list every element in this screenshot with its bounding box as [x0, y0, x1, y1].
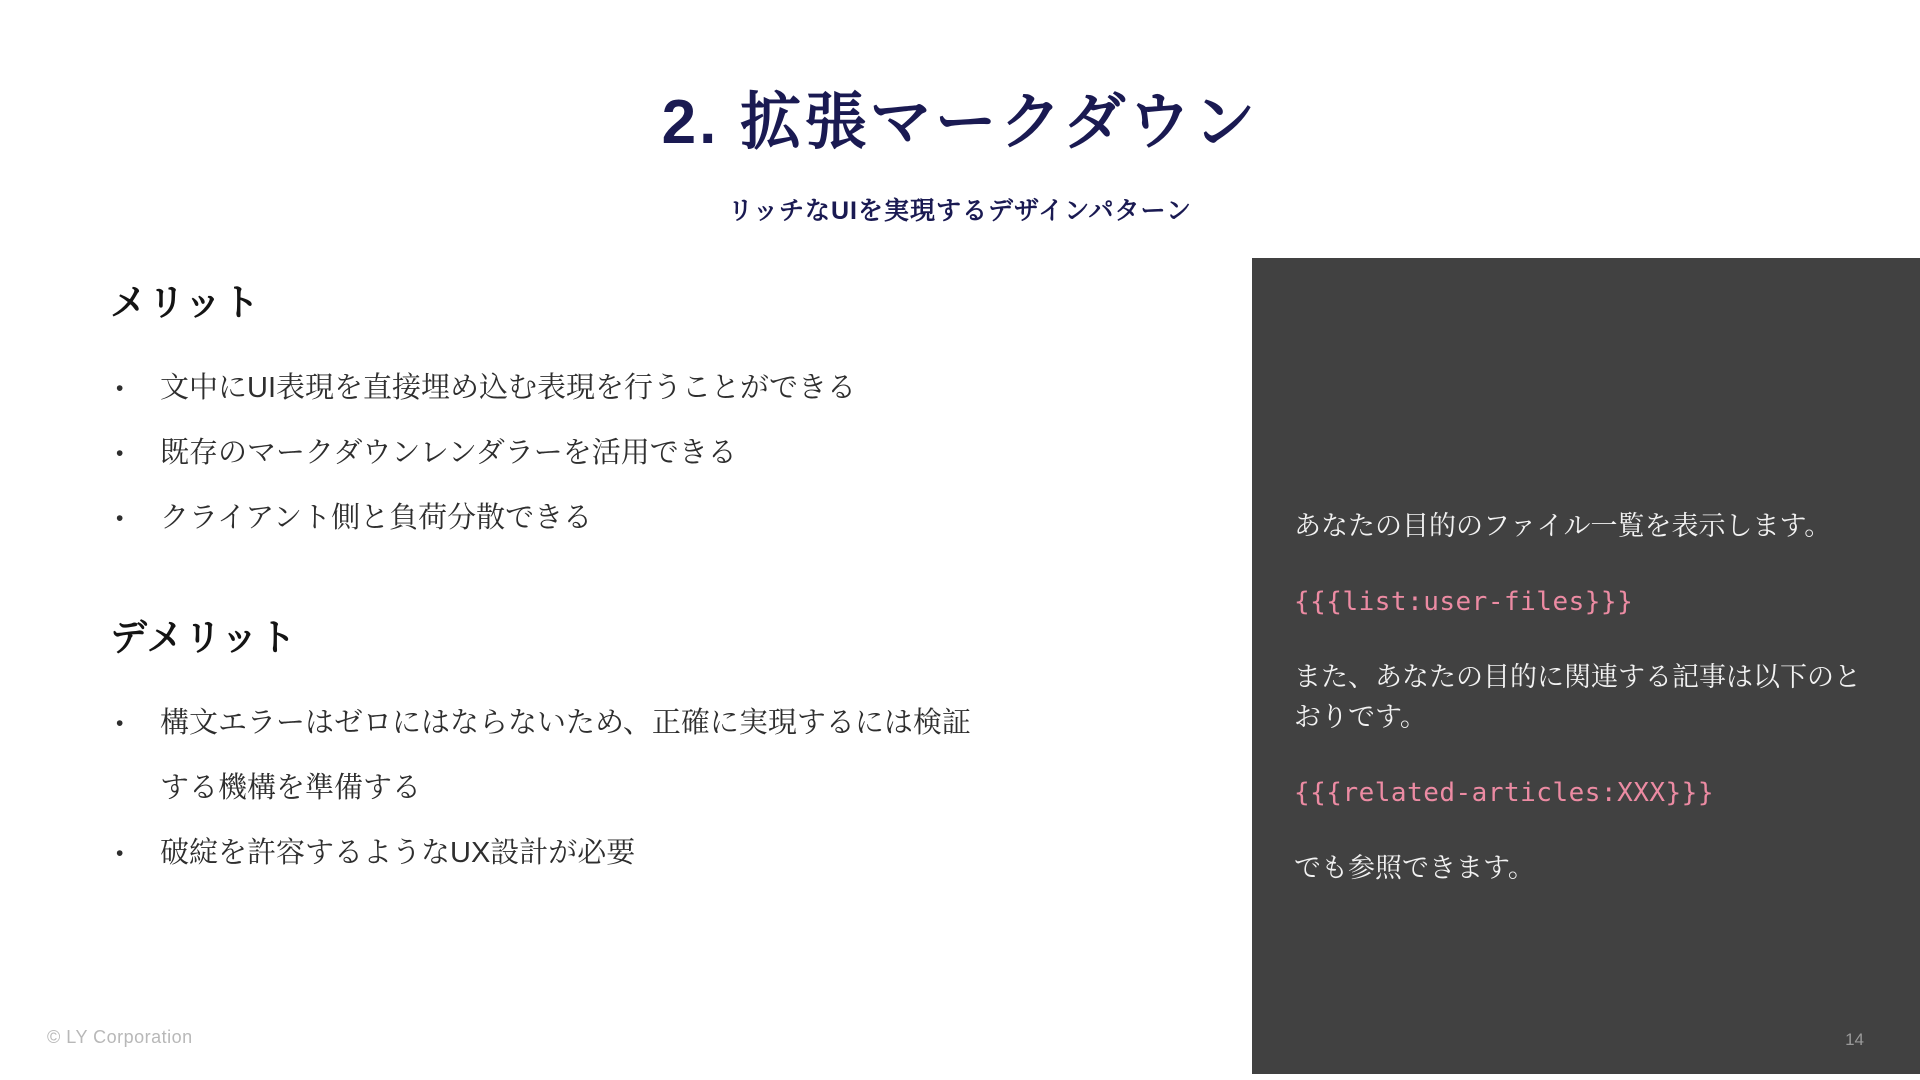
bullet-icon: • [116, 442, 124, 465]
merit-item [110, 421, 990, 486]
copyright: © LY Corporation [47, 1027, 193, 1047]
merit-text: 文中にUI表現を直接埋め込む表現を行うことができる [160, 372, 857, 404]
demerit-text: 破綻を許容するようなUX設計が必要 [160, 836, 636, 869]
merit-text: 既存のマークダウンレンダラーを活用できる [160, 437, 737, 469]
demerit-item [110, 821, 990, 886]
slide-subtitle: リッチなUIを実現するデザインパターン [727, 197, 1192, 225]
bullet-icon: • [116, 712, 124, 735]
merits-heading: メリット [110, 282, 261, 323]
merit-item [110, 356, 990, 421]
slide-header [0, 72, 1920, 227]
demerit-item [110, 691, 990, 821]
markdown-example-panel [1252, 258, 1920, 1074]
panel-text-line: でも参照できます。 [1294, 853, 1535, 884]
panel-text-line: また、あなたの目的に関連する記事は以下のとおりです。 [1294, 661, 1861, 733]
panel-code-line: {{{list:user-files}}} [1294, 586, 1634, 617]
demerits-heading: デメリット [110, 617, 298, 658]
bullet-icon: • [116, 507, 124, 530]
bullet-icon: • [116, 841, 124, 865]
demerits-list [110, 691, 990, 886]
demerit-text: 構文エラーはゼロにはならないため、正確に実現するには検証する機構を準備する [160, 707, 971, 804]
pros-cons-section [110, 272, 990, 886]
merits-list [110, 356, 990, 551]
page-number: 14 [1845, 1030, 1864, 1049]
slide-title: 2. 拡張マークダウン [661, 88, 1259, 157]
merit-item [110, 486, 990, 551]
bullet-icon: • [116, 377, 124, 400]
panel-code-line: {{{related-articles:XXX}}} [1294, 777, 1714, 808]
panel-text-line: あなたの目的のファイル一覧を表示します。 [1294, 511, 1832, 541]
merit-text: クライアント側と負荷分散できる [160, 502, 593, 534]
